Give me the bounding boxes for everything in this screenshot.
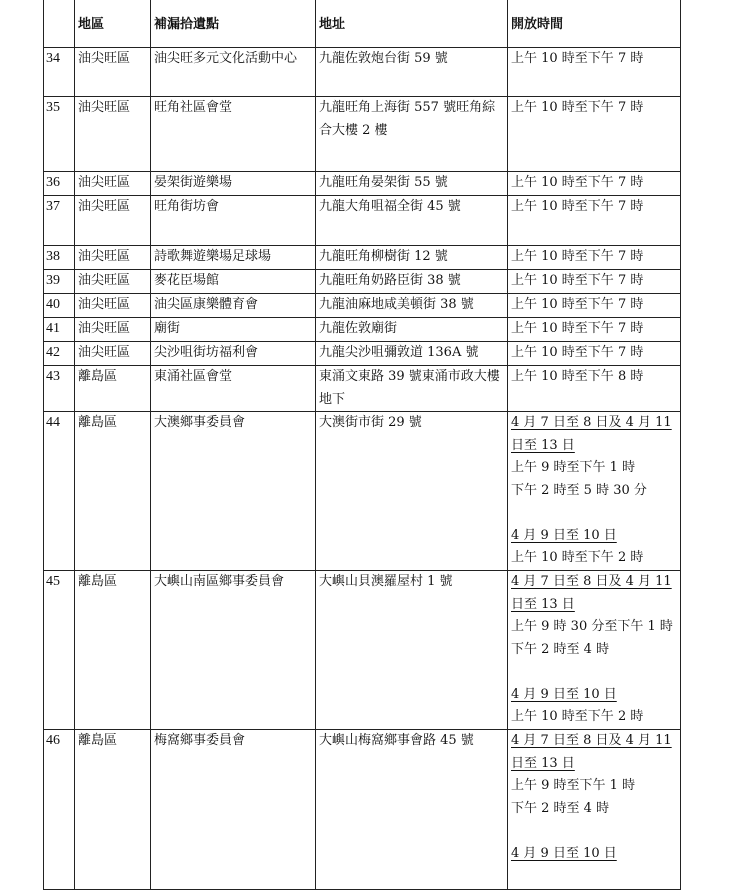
row-address: 大嶼山貝澳羅屋村 1 號 [316,571,508,730]
header-address: 地址 [316,0,508,48]
table-row [44,571,681,730]
row-hours [508,294,681,318]
row-hours [508,48,681,97]
table-row [44,730,681,890]
row-venue: 旺角社區會堂 [151,97,316,172]
row-number: 44 [44,412,75,571]
hours-date-range: 4 月 7 日至 8 日及 4 月 11 日至 13 日 [511,574,672,612]
row-hours [508,318,681,342]
row-venue: 油尖區康樂體育會 [151,294,316,318]
table-body [44,48,681,890]
spacer [511,661,680,684]
spacer [511,820,680,843]
table-row [44,48,681,97]
table-row [44,412,681,571]
row-address: 九龍旺角晏架街 55 號 [316,172,508,196]
header-hours: 開放時間 [508,0,681,48]
table-row [44,342,681,366]
row-hours [508,172,681,196]
row-district: 離島區 [75,412,151,571]
row-hours [508,246,681,270]
row-number: 36 [44,172,75,196]
row-district: 油尖旺區 [75,48,151,97]
hours-time: 下午 2 時至 4 時 [511,800,610,816]
hours-date-range: 4 月 9 日至 10 日 [511,845,617,861]
row-address: 東涌文東路 39 號東涌市政大樓地下 [316,366,508,412]
row-address: 九龍旺角奶路臣街 38 號 [316,270,508,294]
row-venue: 尖沙咀街坊福利會 [151,342,316,366]
spacer [511,502,680,525]
row-venue: 詩歌舞遊樂場足球場 [151,246,316,270]
row-address: 九龍大角咀福全街 45 號 [316,196,508,246]
hours-line: 上午 10 時至下午 7 時 [511,100,644,115]
row-address: 九龍佐敦廟街 [316,318,508,342]
hours-time: 下午 2 時至 5 時 30 分 [511,482,647,498]
hours-time: 上午 9 時至下午 1 時 [511,460,636,475]
row-venue: 廟街 [151,318,316,342]
row-number: 46 [44,730,75,890]
hours-line: 上午 10 時至下午 7 時 [511,175,644,190]
table-row [44,97,681,172]
header-venue: 補漏拾遺點 [151,0,316,48]
row-venue: 大嶼山南區鄉事委員會 [151,571,316,730]
row-venue: 旺角街坊會 [151,196,316,246]
row-number: 41 [44,318,75,342]
row-district: 離島區 [75,730,151,890]
row-number: 38 [44,246,75,270]
hours-time: 上午 9 時至下午 1 時 [511,778,636,793]
row-venue: 晏架街遊樂場 [151,172,316,196]
row-address: 九龍油麻地咸美頓街 38 號 [316,294,508,318]
hours-time: 上午 10 時至下午 2 時 [511,550,644,565]
row-district: 油尖旺區 [75,97,151,172]
row-hours [508,270,681,294]
hours-line: 上午 10 時至下午 7 時 [511,297,644,312]
collection-points-table [43,0,681,890]
hours-time: 上午 9 時 30 分至下午 1 時 [511,619,673,634]
header-no [44,0,75,48]
hours-line: 上午 10 時至下午 7 時 [511,321,644,336]
row-district: 油尖旺區 [75,172,151,196]
row-hours [508,571,681,730]
row-hours [508,342,681,366]
row-venue: 麥花臣場館 [151,270,316,294]
row-address: 大嶼山梅窩鄉事會路 45 號 [316,730,508,890]
hours-line: 上午 10 時至下午 7 時 [511,51,644,66]
row-number: 45 [44,571,75,730]
row-district: 油尖旺區 [75,270,151,294]
table-row [44,318,681,342]
row-hours [508,97,681,172]
row-venue: 大澳鄉事委員會 [151,412,316,571]
row-address: 大澳街市街 29 號 [316,412,508,571]
hours-line: 上午 10 時至下午 8 時 [511,369,644,384]
header-district: 地區 [75,0,151,48]
table-row [44,246,681,270]
row-number: 35 [44,97,75,172]
row-hours [508,412,681,571]
row-number: 40 [44,294,75,318]
hours-line: 上午 10 時至下午 7 時 [511,273,644,288]
row-number: 37 [44,196,75,246]
hours-line: 上午 10 時至下午 7 時 [511,249,644,264]
row-number: 39 [44,270,75,294]
row-district: 離島區 [75,571,151,730]
table-row [44,294,681,318]
row-district: 離島區 [75,366,151,412]
hours-date-range: 4 月 7 日至 8 日及 4 月 11 日至 13 日 [511,415,672,453]
row-venue: 梅窩鄉事委員會 [151,730,316,890]
hours-date-range: 4 月 9 日至 10 日 [511,686,617,702]
hours-time: 上午 10 時至下午 2 時 [511,709,644,724]
row-district: 油尖旺區 [75,196,151,246]
table-header-row [44,0,681,48]
row-number: 42 [44,342,75,366]
row-venue: 油尖旺多元文化活動中心 [151,48,316,97]
hours-time: 下午 2 時至 4 時 [511,641,610,657]
row-hours [508,366,681,412]
row-hours [508,730,681,890]
row-district: 油尖旺區 [75,294,151,318]
row-address: 九龍佐敦炮台街 59 號 [316,48,508,97]
row-district: 油尖旺區 [75,342,151,366]
row-number: 43 [44,366,75,412]
hours-date-range: 4 月 9 日至 10 日 [511,527,617,543]
row-district: 油尖旺區 [75,246,151,270]
row-district: 油尖旺區 [75,318,151,342]
row-hours [508,196,681,246]
row-address: 九龍旺角上海街 557 號旺角綜合大樓 2 樓 [316,97,508,172]
row-venue: 東涌社區會堂 [151,366,316,412]
hours-line: 上午 10 時至下午 7 時 [511,345,644,360]
table-row [44,196,681,246]
table-row [44,366,681,412]
row-address: 九龍旺角柳樹街 12 號 [316,246,508,270]
hours-line: 上午 10 時至下午 7 時 [511,199,644,214]
row-address: 九龍尖沙咀彌敦道 136A 號 [316,342,508,366]
table-row [44,172,681,196]
table-row [44,270,681,294]
hours-date-range: 4 月 7 日至 8 日及 4 月 11 日至 13 日 [511,733,672,771]
row-number: 34 [44,48,75,97]
